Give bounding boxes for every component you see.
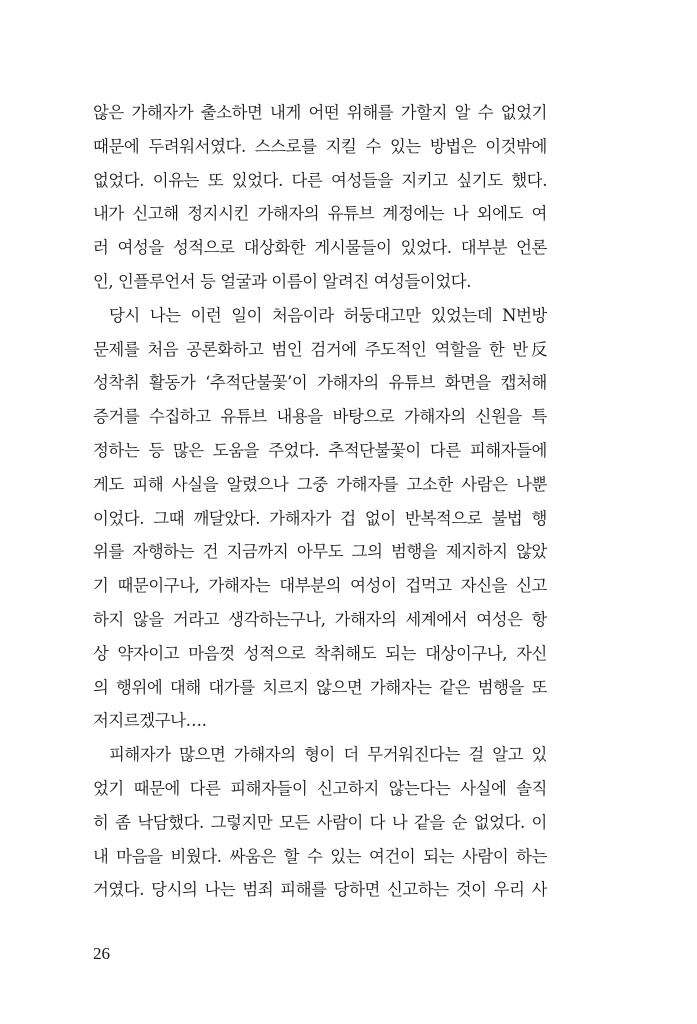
text-line: 내 마음을 비웠다. 싸움은 할 수 있는 여건이 되는 사람이 하는	[93, 846, 547, 866]
text-line: 내가 신고해 정지시킨 가해자의 유튜브 계정에는 나 외에도 여	[93, 204, 547, 224]
text-line: 피해자가 많으면 가해자의 형이 더 무거워진다는 걸 알고 있	[109, 745, 547, 765]
text-line: 위를 자행하는 건 지금까지 아무도 그의 범행을 제지하지 않았	[93, 542, 547, 562]
text-line: 히 좀 낙담했다. 그렇지만 모든 사람이 다 나 같을 순 없었다. 이	[93, 812, 547, 832]
text-line: 당시 나는 이런 일이 처음이라 허둥대고만 있었는데 N번방	[109, 305, 547, 325]
page-number: 26	[93, 944, 110, 963]
text-line: 의 행위에 대해 대가를 치르지 않으면 가해자는 같은 범행을 또	[93, 677, 547, 697]
text-line: 기 때문이구나, 가해자는 대부분의 여성이 겁먹고 자신을 신고	[93, 576, 547, 596]
text-line: 문제를 처음 공론화하고 범인 검거에 주도적인 역할을 한 반反	[93, 339, 547, 359]
text-line: 성착취 활동가 ‘추적단불꽃’이 가해자의 유튜브 화면을 캡처해	[93, 373, 547, 393]
text-line: 없었다. 이유는 또 있었다. 다른 여성들을 지키고 싶기도 했다.	[93, 170, 547, 190]
text-line: 정하는 등 많은 도움을 주었다. 추적단불꽃이 다른 피해자들에	[93, 440, 547, 460]
text-line: 게도 피해 사실을 알렸으나 그중 가해자를 고소한 사람은 나뿐	[93, 474, 547, 494]
text-line: 증거를 수집하고 유튜브 내용을 바탕으로 가해자의 신원을 특	[93, 407, 547, 427]
body-text	[93, 96, 547, 907]
text-line: 하지 않을 거라고 생각하는구나, 가해자의 세계에서 여성은 항	[93, 609, 547, 629]
text-line: 거였다. 당시의 나는 범죄 피해를 당하면 신고하는 것이 우리 사	[93, 880, 547, 900]
text-line: 않은 가해자가 출소하면 내게 어떤 위해를 가할지 알 수 없었기	[93, 103, 547, 122]
text-line: 저지르겠구나….	[93, 711, 207, 731]
text-line: 었기 때문에 다른 피해자들이 신고하지 않는다는 사실에 솔직	[93, 778, 547, 798]
text-line: 인, 인플루언서 등 얼굴과 이름이 알려진 여성들이었다.	[93, 271, 472, 291]
text-line: 이었다. 그때 깨달았다. 가해자가 겁 없이 반복적으로 불법 행	[93, 508, 547, 528]
text-line: 러 여성을 성적으로 대상화한 게시물들이 있었다. 대부분 언론	[93, 238, 547, 258]
text-line: 상 약자이고 마음껏 성적으로 착취해도 되는 대상이구나, 자신	[93, 643, 547, 663]
text-line: 때문에 두려워서였다. 스스로를 지킬 수 있는 방법은 이것밖에	[93, 136, 547, 156]
